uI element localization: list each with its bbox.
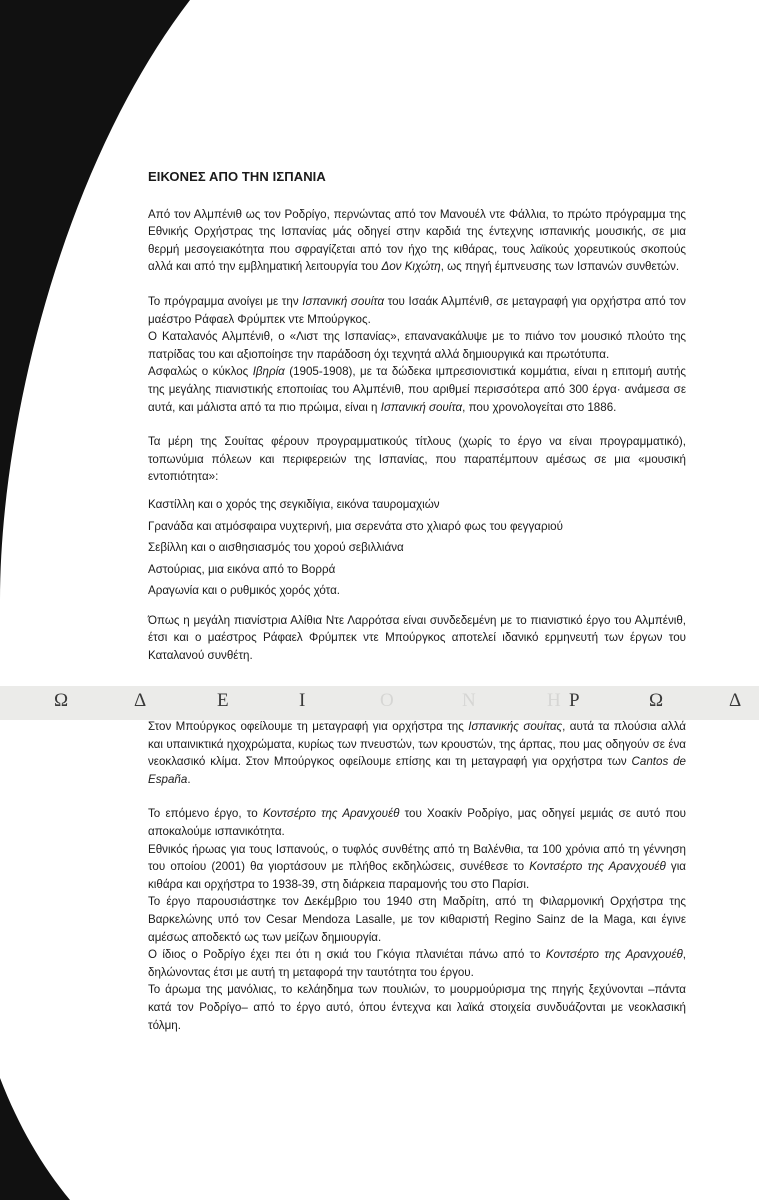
larrocha-paragraph: Όπως η μεγάλη πιανίστρια Αλίθια Ντε Λαρρότσα είναι συνδεδεμένη με το πιανιστικό έργο του Αλμπένιθ, έτσι και ο μαέστρος Ράφαελ Φρύμπεκ ντε Μπούργκος αποτελεί ιδανικό ερμηνευτή των έργων του Καταλανού συνθέτη.: [148, 613, 686, 663]
goya-paragraph: Ο ίδιος ο Ροδρίγο έχει πει ότι η σκιά του Γκόγια πλανιέται πάνω από το Κοντσέρτο της Αρανχουέθ, δηλώνοντας έτσι με αυτή τη μεταφορά την ταυτότητα του έργου.: [148, 948, 686, 979]
band-letter: Δ: [134, 690, 147, 711]
list-item: Αραγωνία και ο ρυθμικός χορός χότα.: [148, 584, 341, 598]
band-letter: Ν: [462, 690, 476, 711]
band-letter: Ρ: [569, 690, 580, 711]
band-letter: Ω: [649, 690, 664, 711]
closing-paragraph: Το άρωμα της μανόλιας, το κελάηδημα των πουλιών, το μουρμούρισμα της πηγής ξεχύνονται –πάντα κατά τον Ροδρίγο– από το έργο αυτό, όπου έντεχνα και λαϊκά στοιχεία συνδυάζονται με νεοκλασική τόλμη.: [148, 983, 686, 1032]
next-work-paragraph: Το επόμενο έργο, το Κοντσέρτο της Αρανχουέθ του Χοακίν Ροδρίγο, μας οδηγεί μεμιάς σε αυτό που αποκαλούμε ισπανικότητα.: [148, 807, 686, 838]
iberia-paragraph: Ασφαλώς ο κύκλος Ιβηρία (1905-1908), με τα δώδεκα ιμπρεσιονιστικά κομμάτια, είναι η επιτομή αυτής της μεγάλης πιανιστικής εποποιίας του Αλμπένιθ, που αριθμεί περισσότερα από 300 έργα· ανάμεσα σε αυτά, και μάλιστα από τα πιο πρώιμα, είναι η Ισπανική σουίτα, που χρονολογείται στο 1886.: [148, 365, 686, 414]
odeion-band: [0, 686, 759, 720]
list-item: Σεβίλλη και ο αισθησιασμός του χορού σεβιλλιάνα: [148, 541, 404, 555]
suite-paragraph: Τα μέρη της Σουίτας φέρουν προγραμματικούς τίτλους (χωρίς το έργο να είναι προγραμματικό), τοπωνύμια πόλεων και περιφερειών της Ισπανίας, που παραπέμπουν αμέσως σε μια «μουσική εντοπιότητα»:: [148, 435, 686, 484]
intro-paragraph: Από τον Αλμπένιθ ως τον Ροδρίγο, περνώντας από τον Μανουέλ ντε Φάλλια, το πρώτο πρόγραμμα της Εθνικής Ορχήστρας της Ισπανίας μάς οδηγεί στην καρδιά της έντεχνης ισπανικής μουσικής, σε μια θερμή μεσογειακότητα που σφραγίζεται από τον ήχο της κιθάρας, τους λαϊκούς χορευτικούς σκοπούς αλλά και από την εμβληματική λειτουργία του Δον Κιχώτη, ως πηγή έμπνευσης των Ισπανών συνθετών.: [148, 207, 686, 274]
band-letter: Ω: [54, 690, 69, 711]
lower-black-curve: [0, 1078, 70, 1200]
lower-text-column: [148, 718, 686, 1034]
band-letter: Ι: [299, 690, 306, 711]
band-letter: Δ: [729, 690, 742, 711]
band-letter: Ο: [380, 690, 394, 711]
list-item: Καστίλλη και ο χορός της σεγκιδίγια, εικόνα ταυρομαχιών: [148, 497, 440, 511]
albeniz-paragraph: Ο Καταλανός Αλμπένιθ, ο «Λιστ της Ισπανίας», επανανακάλυψε με το πιάνο τον μουσικό πλούτο της πατρίδας του και αξιοποίησε την παράδοση όχι τεχνητά αλλά δημιουργικά και πρωτότυπα.: [148, 330, 686, 361]
page-title: ΕΙΚΟΝΕΣ ΑΠΟ ΤΗΝ ΙΣΠΑΝΙΑ: [148, 169, 326, 184]
premiere-paragraph: Το έργο παρουσιάστηκε τον Δεκέμβριο του 1940 στη Μαδρίτη, από τη Φιλαρμονική Ορχήστρα της Βαρκελώνης υπό τον Cesar Mendoza Lasalle, με τον κιθαριστή Regino Sainz de la Maga, και έγινε αμέσως αποδεκτό ως των μείζων δημιουργία.: [148, 895, 686, 944]
rodrigo-paragraph: Εθνικός ήρωας για τους Ισπανούς, ο τυφλός συνθέτης από τη Βαλένθια, τα 100 χρόνια από τη γέννηση του οποίου (2001) θα γιορτάσουν με πλήθος εκδηλώσεις, συνέθεσε το Κοντσέρτο της Αρανχουέθ για κιθάρα και ορχήστρα το 1938-39, στη διάρκεια παραμονής του στο Παρίσι.: [148, 842, 686, 891]
program-paragraph: Το πρόγραμμα ανοίγει με την Ισπανική σουίτα του Ισαάκ Αλμπένιθ, σε μεταγραφή για ορχήστρα από τον μαέστρο Ράφαελ Φρύμπεκ ντε Μπούργκος.: [148, 294, 686, 326]
list-item: Αστούριας, μια εικόνα από το Βορρά: [148, 562, 336, 576]
list-item: Γρανάδα και ατμόσφαιρα νυχτερινή, μια σερενάτα στο χλιαρό φως του φεγγαριού: [148, 519, 563, 533]
transcription-paragraph: Στον Μπούργκος οφείλουμε τη μεταγραφή για ορχήστρα της Ισπανικής σουίτας, αυτά τα πλούσια αλλά και υπαινικτικά ηχοχρώματα, κυρίως των πνευστών, των κρουστών, της άρπας, που μας οδηγούν σε ένα νεοκλασικό κλίμα. Στον Μπούργκος οφείλουμε επίσης και τη μεταγραφή για ορχήστρα των Cantos de España.: [148, 720, 686, 786]
band-letter: Η: [547, 690, 561, 711]
upper-text-column: [148, 168, 686, 665]
band-letter: Ε: [217, 690, 229, 711]
